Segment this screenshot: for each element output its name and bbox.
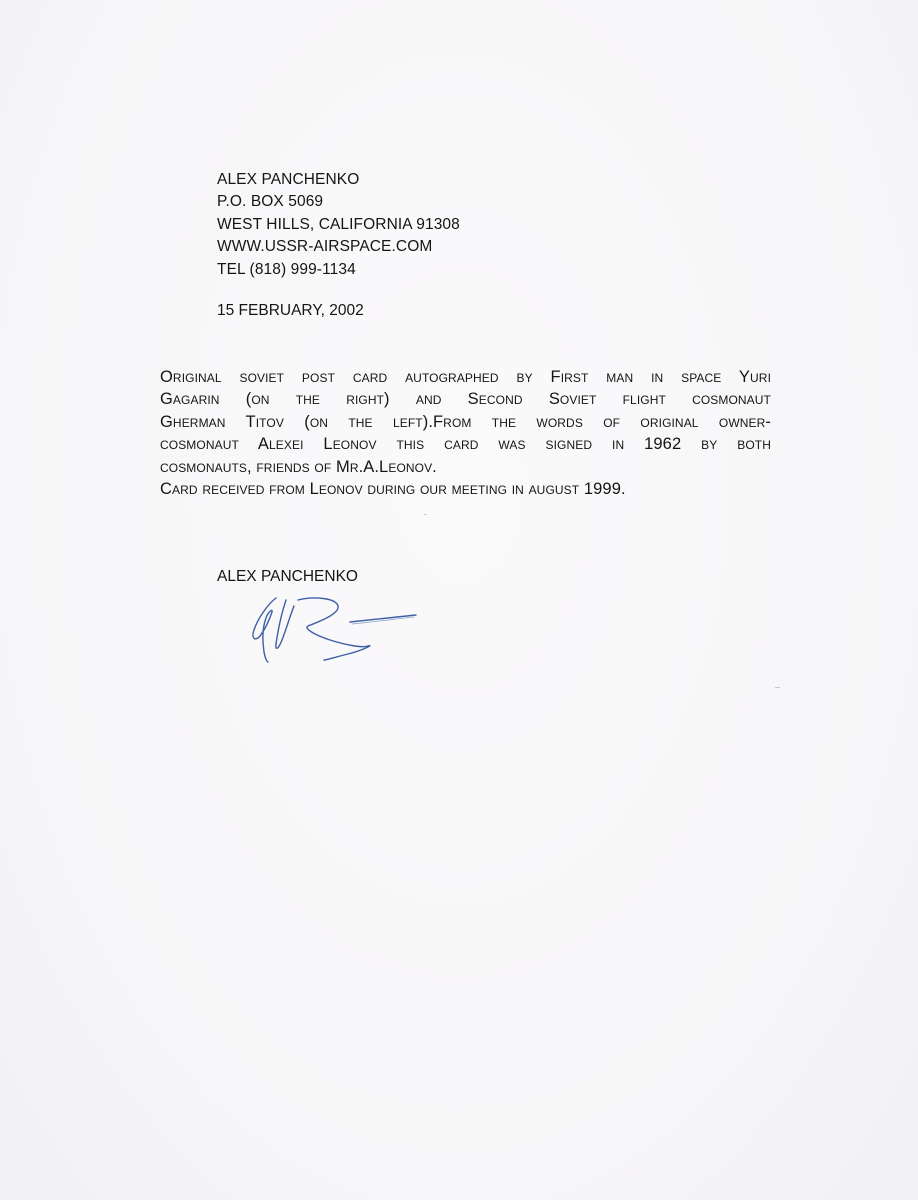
sender-address-block xyxy=(217,169,460,281)
paper-speck xyxy=(775,687,780,688)
signature-name: ALEX PANCHENKO xyxy=(217,568,358,585)
body-line: Original soviet post card autographed by First man in space Yuri xyxy=(160,368,771,386)
sender-website: WWW.USSR-AIRSPACE.COM xyxy=(217,238,433,256)
sender-phone: TEL (818) 999-1134 xyxy=(217,260,356,278)
body-line: Gagarin (on the right) and Second Soviet flight cosmonaut xyxy=(160,390,771,409)
sender-po-box: P.O. BOX 5069 xyxy=(217,193,324,211)
handwritten-signature xyxy=(246,592,422,668)
letter-date: 15 FEBRUARY, 2002 xyxy=(217,302,364,319)
body-line: Gherman Titov (on the left).From the words of original owner- xyxy=(160,412,771,431)
body-line: cosmonauts, friends of Mr.A.Leonov. xyxy=(160,457,437,476)
body-line: cosmonaut Alexei Leonov this card was signed in 1962 by both xyxy=(160,435,771,454)
sender-city-line: WEST HILLS, CALIFORNIA 91308 xyxy=(217,215,460,233)
sender-name: ALEX PANCHENKO xyxy=(217,171,360,188)
paper-speck xyxy=(424,514,427,515)
body-closing-line: Card received from Leonov during our meeting in august 1999. xyxy=(160,480,626,499)
letter-body xyxy=(160,366,771,500)
